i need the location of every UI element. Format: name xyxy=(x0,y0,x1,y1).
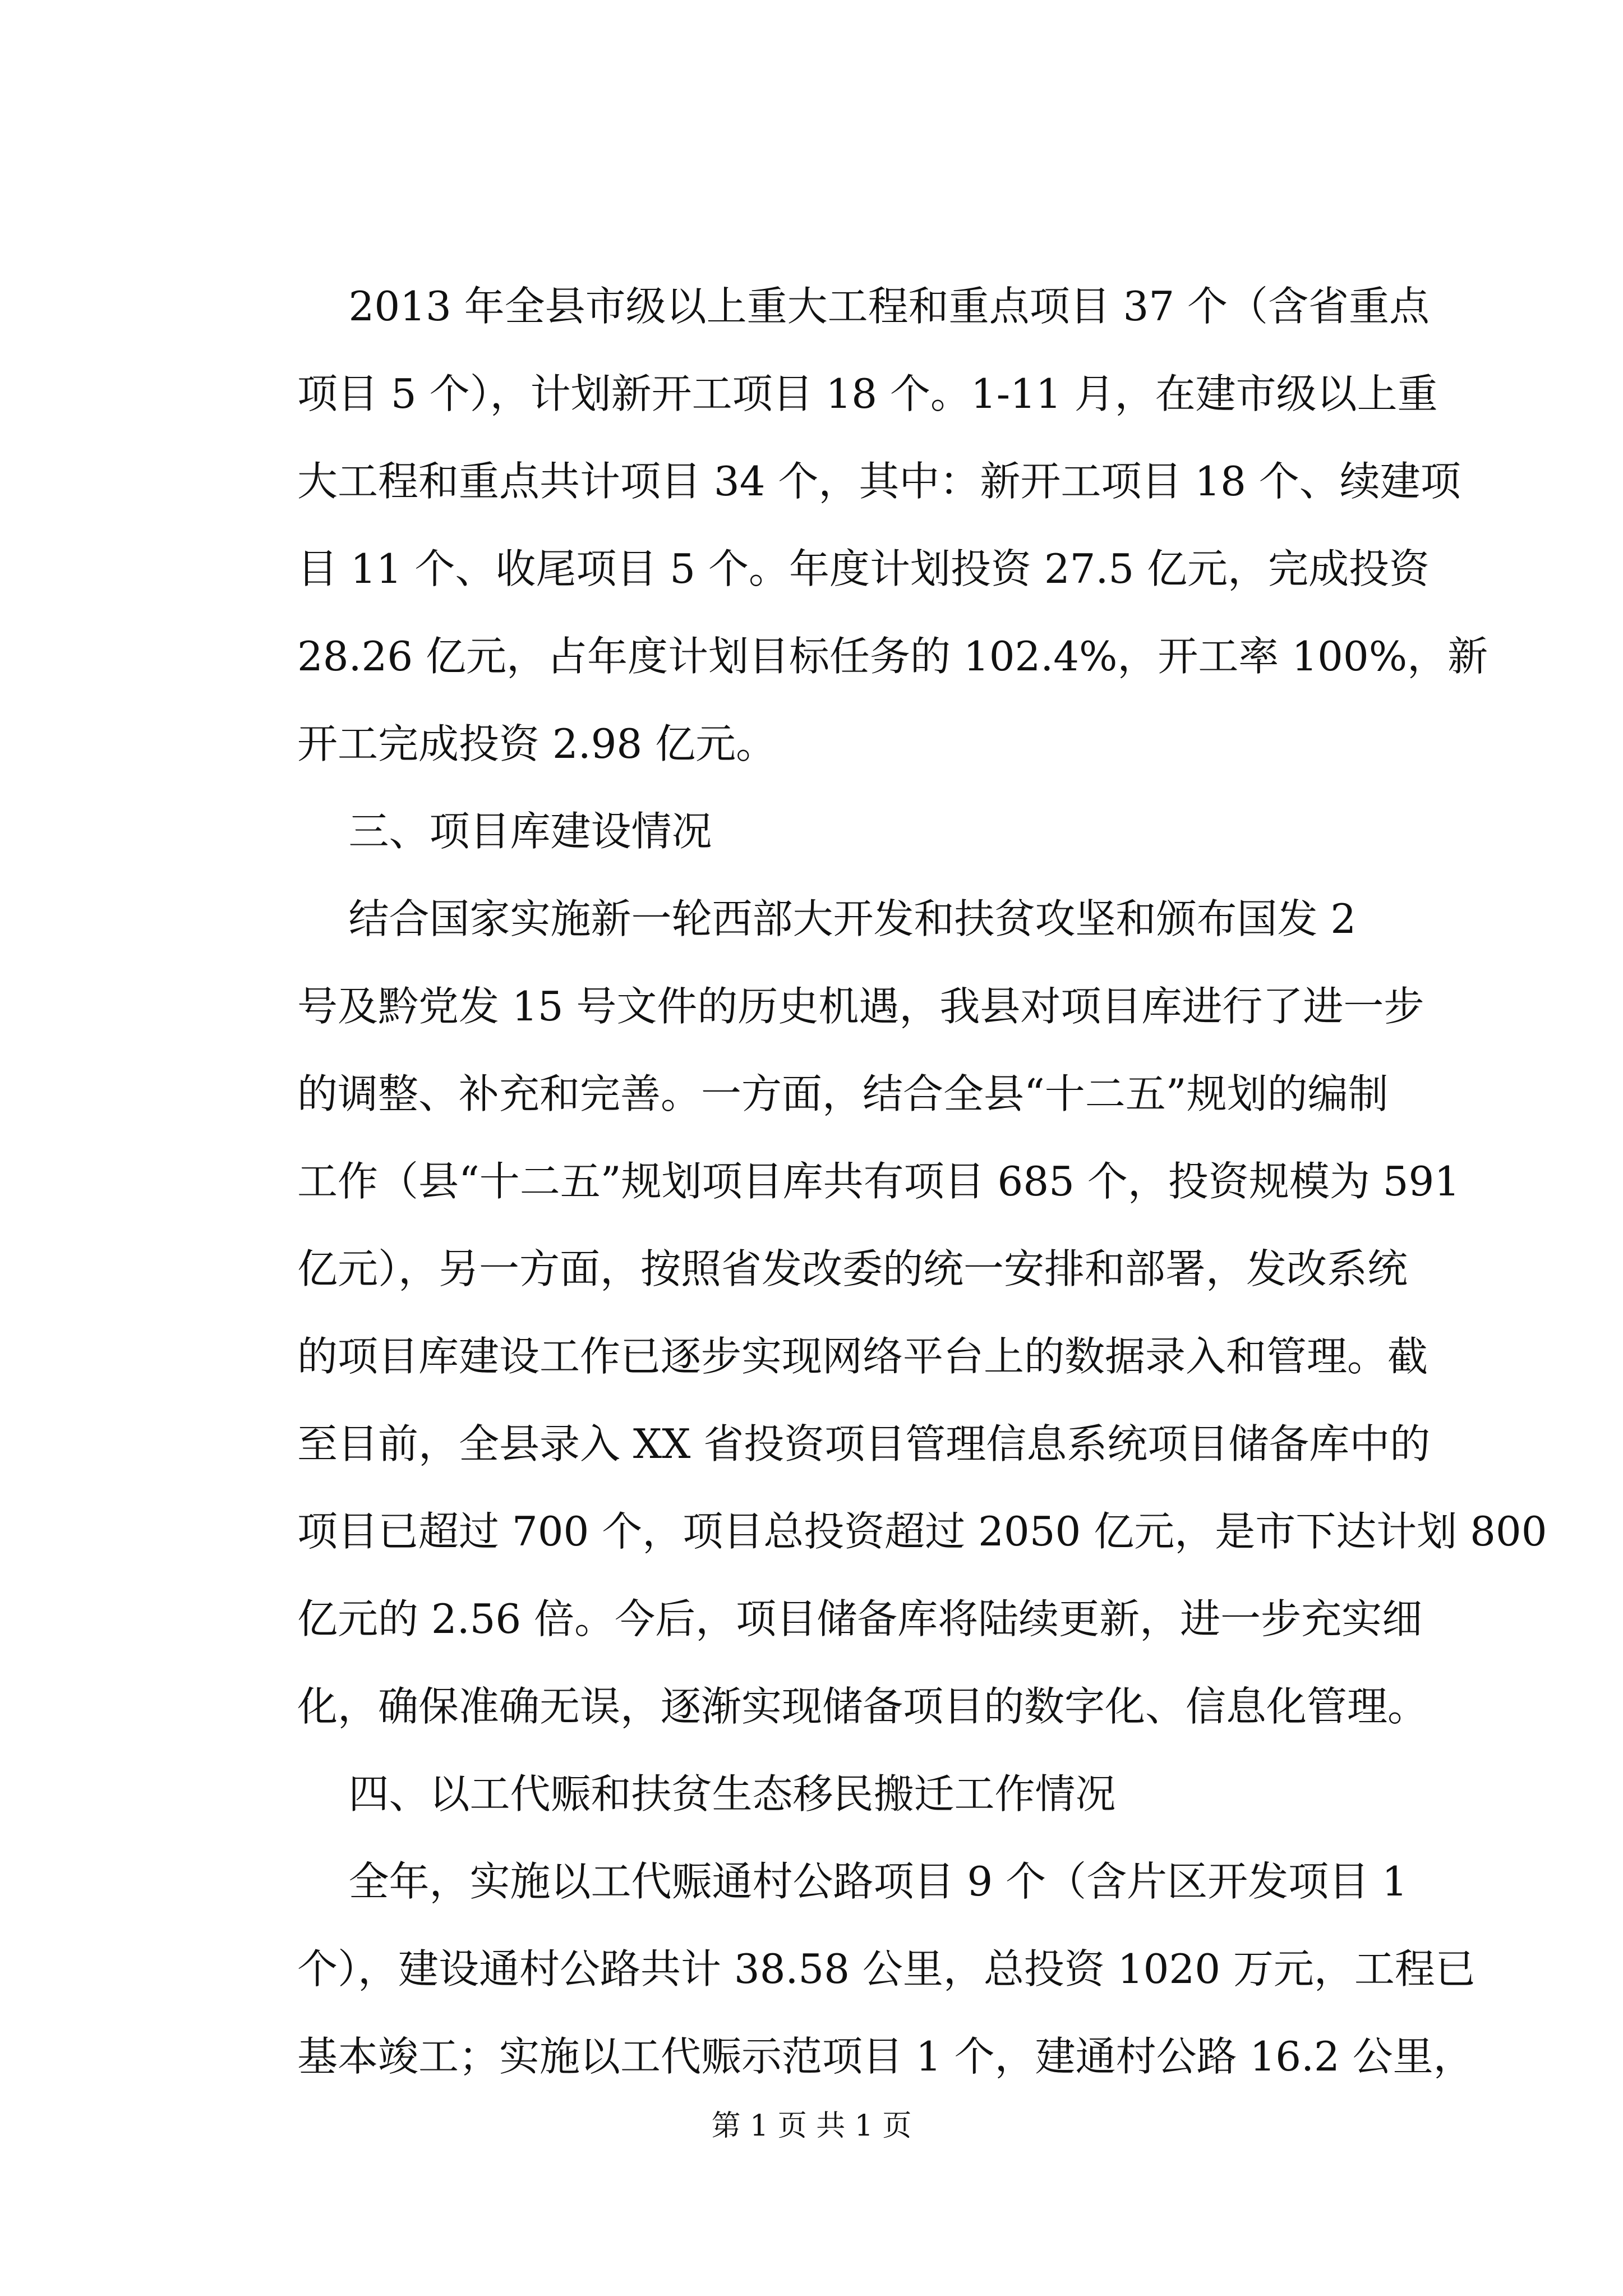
text-line: 号及黔党发 15 号文件的历史机遇，我县对项目库进行了进一步 xyxy=(297,983,1424,1030)
text-line: 28.26 亿元，占年度计划目标任务的 102.4%，开工率 100%，新 xyxy=(297,633,1488,680)
text-line: 开工完成投资 2.98 亿元。 xyxy=(297,720,777,767)
section-heading: 三、项目库建设情况 xyxy=(297,808,712,855)
text-line: 结合国家实施新一轮西部大开发和扶贫攻坚和颁布国发 2 xyxy=(297,895,1357,942)
text-line: 工作（县“十二五”规划项目库共有项目 685 个，投资规模为 591 xyxy=(297,1158,1460,1205)
section-heading: 四、以工代赈和扶贫生态移民搬迁工作情况 xyxy=(297,1770,1116,1818)
text-line: 化，确保准确无误，逐渐实现储备项目的数字化、信息化管理。 xyxy=(297,1683,1428,1730)
text-line: 目 11 个、收尾项目 5 个。年度计划投资 27.5 亿元，完成投资 xyxy=(297,545,1430,592)
text-line: 的项目库建设工作已逐步实现网络平台上的数据录入和管理。截 xyxy=(297,1333,1428,1380)
text-line: 2013 年全县市级以上重大工程和重点项目 37 个（含省重点 xyxy=(297,283,1430,330)
text-line: 亿元的 2.56 倍。今后，项目储备库将陆续更新，进一步充实细 xyxy=(297,1595,1423,1642)
text-line: 大工程和重点共计项目 34 个，其中：新开工项目 18 个、续建项 xyxy=(297,458,1461,505)
text-line: 全年，实施以工代赈通村公路项目 9 个（含片区开发项目 1 xyxy=(297,1858,1408,1905)
text-line: 项目已超过 700 个，项目总投资超过 2050 亿元，是市下达计划 800 xyxy=(297,1508,1547,1555)
text-line: 基本竣工；实施以工代赈示范项目 1 个，建通村公路 16.2 公里， xyxy=(297,2033,1474,2080)
text-line: 亿元），另一方面，按照省发改委的统一安排和部署，发改系统 xyxy=(297,1245,1408,1292)
text-line: 项目 5 个），计划新开工项目 18 个。1-11 月，在建市级以上重 xyxy=(297,370,1438,417)
text-line: 至目前，全县录入 XX 省投资项目管理信息系统项目储备库中的 xyxy=(297,1420,1431,1467)
page-number: 第 1 页 共 1 页 xyxy=(711,2109,912,2143)
text-line: 的调整、补充和完善。一方面，结合全县“十二五”规划的编制 xyxy=(297,1070,1389,1117)
body-text xyxy=(297,263,1547,2100)
page-footer xyxy=(0,2106,1623,2146)
text-line: 个），建设通村公路共计 38.58 公里，总投资 1020 万元，工程已 xyxy=(297,1945,1476,1993)
